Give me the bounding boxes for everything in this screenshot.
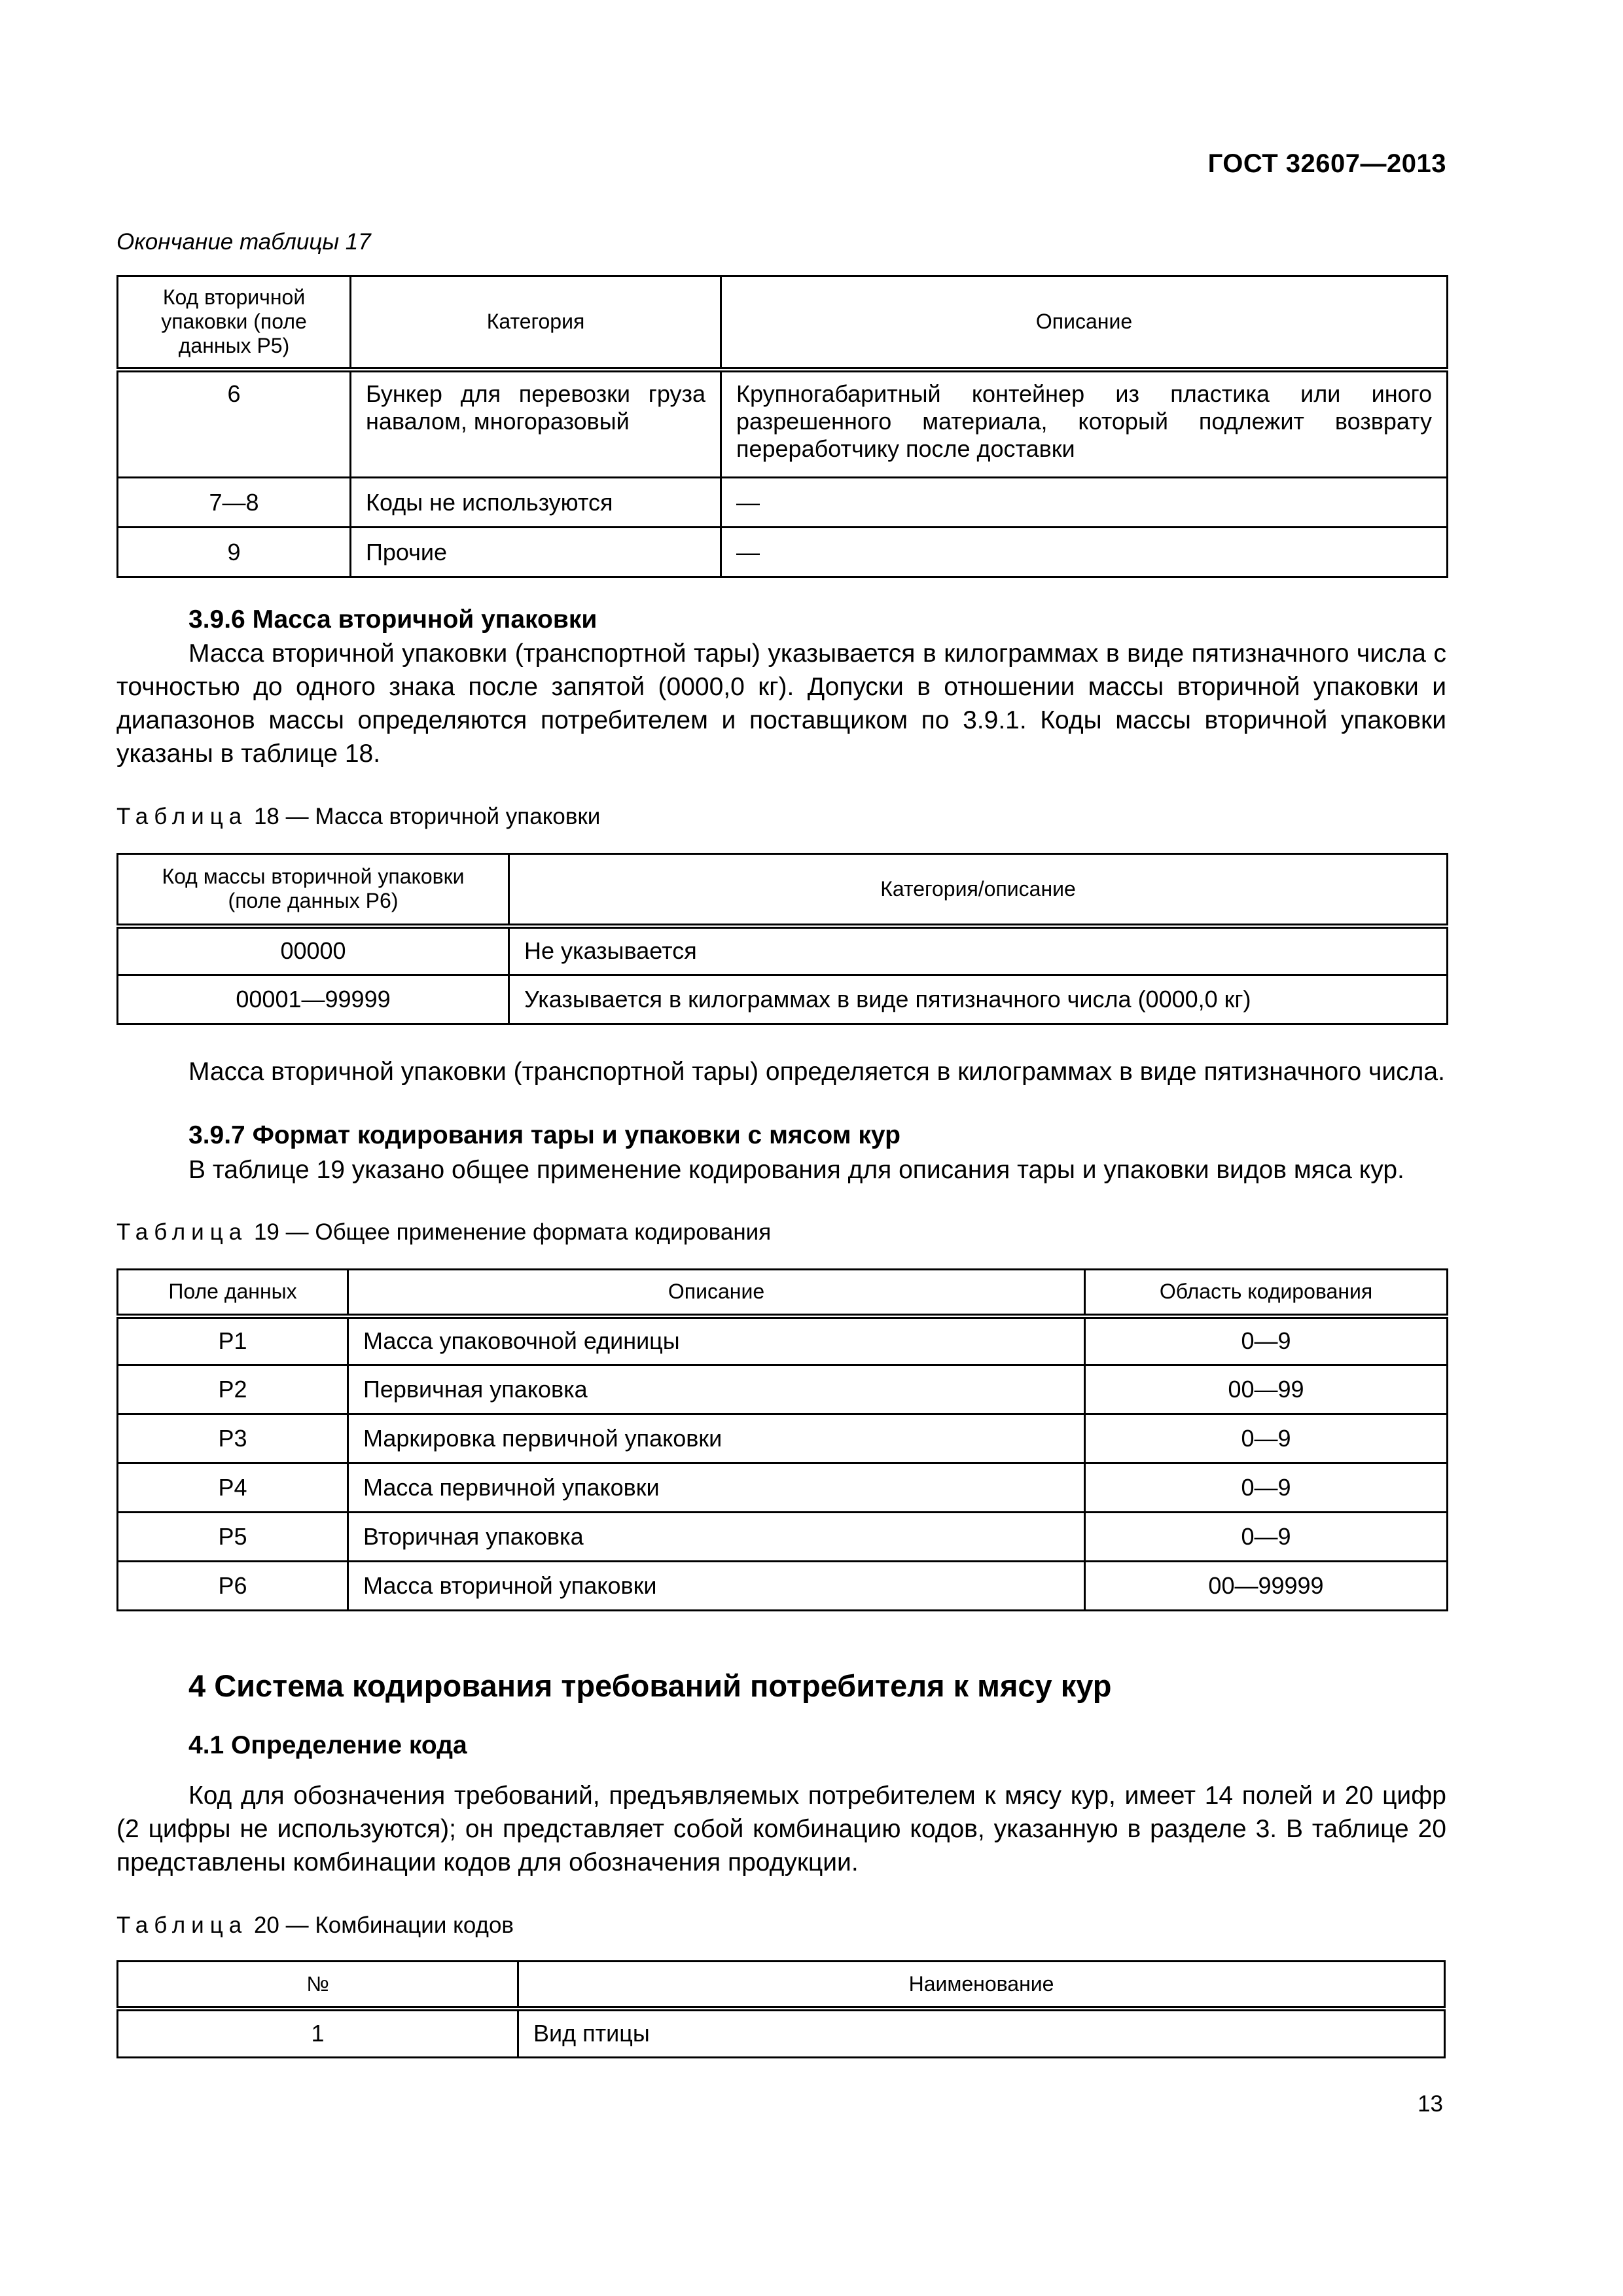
table-17-header-category: Категория — [351, 276, 721, 370]
table-row — [118, 1562, 1448, 1611]
table-cell: Вторичная упаковка — [348, 1513, 1085, 1562]
section-4-1-heading: 4.1 Определение кода — [188, 1731, 467, 1759]
table-19-header-description: Описание — [348, 1270, 1085, 1316]
table-cell: P2 — [118, 1365, 348, 1414]
table-row — [118, 1316, 1448, 1365]
table-cell: P5 — [118, 1513, 348, 1562]
table-17-continuation — [116, 275, 1448, 578]
table-row — [118, 1414, 1448, 1463]
table-cell: Масса первичной упаковки — [348, 1463, 1085, 1513]
after-table-18-text: Масса вторичной упаковки (транспортной тары) определяется в килограммах в виде пятизначного числа. — [188, 1058, 1445, 1086]
page-number: 13 — [1418, 2091, 1443, 2117]
section-3-9-7-text: В таблице 19 указано общее применение кодирования для описания тары и упаковки видов мяса кур. — [188, 1156, 1404, 1184]
table-cell: Не указывается — [509, 926, 1448, 975]
table-18-caption-label: Таблица — [116, 804, 248, 829]
table-row — [118, 1463, 1448, 1513]
table-cell: Вид птицы — [518, 2009, 1445, 2058]
table-cell: — — [721, 478, 1448, 528]
table-cell: 1 — [118, 2009, 518, 2058]
table-18-header-category: Категория/описание — [509, 854, 1448, 926]
table-row — [118, 370, 1448, 478]
table-cell: Первичная упаковка — [348, 1365, 1085, 1414]
table-cell: 0—9 — [1085, 1316, 1448, 1365]
table-19-caption-label: Таблица — [116, 1219, 248, 1245]
table-row — [118, 926, 1448, 975]
table-row — [118, 478, 1448, 528]
table-20-caption-text: 20 — Комбинации кодов — [253, 1912, 514, 1938]
table-cell: 0—9 — [1085, 1463, 1448, 1513]
table-row — [118, 528, 1448, 577]
table-row — [118, 1513, 1448, 1562]
table-cell: 00—99 — [1085, 1365, 1448, 1414]
table-19 — [116, 1268, 1448, 1611]
table-20-caption — [116, 1912, 514, 1939]
section-3-9-6-text: Масса вторичной упаковки (транспортной тары) указывается в килограммах в виде пятизначного числа с точностью до одного знака после запятой (0000,0 кг). Допуски в отношении массы вторичной упаковки и диапазонов массы определяются потребителем и поставщиком по 3.9.1. Коды массы вторичной упаковки указаны в таблице 18. — [116, 639, 1446, 768]
table-19-caption — [116, 1219, 771, 1246]
table-cell: P6 — [118, 1562, 348, 1611]
table-cell: 00—99999 — [1085, 1562, 1448, 1611]
table-cell: — — [721, 528, 1448, 577]
section-3-9-6-heading: 3.9.6 Масса вторичной упаковки — [188, 605, 597, 634]
table-19-caption-text: 19 — Общее применение формата кодирования — [253, 1219, 772, 1245]
table-cell: Масса упаковочной единицы — [348, 1316, 1085, 1365]
table-row — [118, 975, 1448, 1024]
table-cell: Прочие — [351, 528, 721, 577]
table-cell: Маркировка первичной упаковки — [348, 1414, 1085, 1463]
table-20-caption-label: Таблица — [116, 1912, 248, 1938]
table-17-header-description: Описание — [721, 276, 1448, 370]
table-cell: 0—9 — [1085, 1513, 1448, 1562]
table-cell: P3 — [118, 1414, 348, 1463]
table-cell: Коды не используются — [351, 478, 721, 528]
table-cell: 00000 — [118, 926, 509, 975]
section-4-1-text: Код для обозначения требований, предъявляемых потребителем к мясу кур, имеет 14 полей и 20 цифр (2 цифры не используются); он представляет собой комбинацию кодов, указанную в разделе 3. В таблице 20 представлены комбинации кодов для обозначения продукции. — [116, 1782, 1446, 1876]
table-cell: Крупногабаритный контейнер из пластика или иного разрешенного материала, который подлежит возврату переработчику после доставки — [721, 370, 1448, 478]
table-18-caption — [116, 804, 600, 830]
table-cell: P1 — [118, 1316, 348, 1365]
table-row — [118, 2009, 1445, 2058]
table-20-header-number: № — [118, 1962, 518, 2009]
table-19-header-range: Область кодирования — [1085, 1270, 1448, 1316]
table-18-caption-text: 18 — Масса вторичной упаковки — [253, 804, 601, 829]
table-cell: Бункер для перевозки груза навалом, многоразовый — [351, 370, 721, 478]
table-cell: 0—9 — [1085, 1414, 1448, 1463]
table-cell: 6 — [118, 370, 351, 478]
table-19-header-field: Поле данных — [118, 1270, 348, 1316]
table-17-continuation-caption: Окончание таблицы 17 — [116, 229, 371, 255]
table-cell: 9 — [118, 528, 351, 577]
table-cell: Указывается в килограммах в виде пятизначного числа (0000,0 кг) — [509, 975, 1448, 1024]
section-3-9-7-heading: 3.9.7 Формат кодирования тары и упаковки с мясом кур — [188, 1121, 901, 1149]
table-20-header-name: Наименование — [518, 1962, 1445, 2009]
table-17-header-code: Код вторичной упаковки (поле данных P5) — [118, 276, 351, 370]
table-cell: Масса вторичной упаковки — [348, 1562, 1085, 1611]
section-4-heading: 4 Система кодирования требований потребителя к мясу кур — [188, 1668, 1112, 1703]
table-cell: 00001—99999 — [118, 975, 509, 1024]
table-row — [118, 1365, 1448, 1414]
table-18 — [116, 853, 1448, 1025]
table-20 — [116, 1960, 1446, 2058]
document-id: ГОСТ 32607—2013 — [1207, 149, 1446, 178]
table-cell: P4 — [118, 1463, 348, 1513]
table-cell: 7—8 — [118, 478, 351, 528]
table-18-header-code: Код массы вторичной упаковки (поле данных P6) — [118, 854, 509, 926]
